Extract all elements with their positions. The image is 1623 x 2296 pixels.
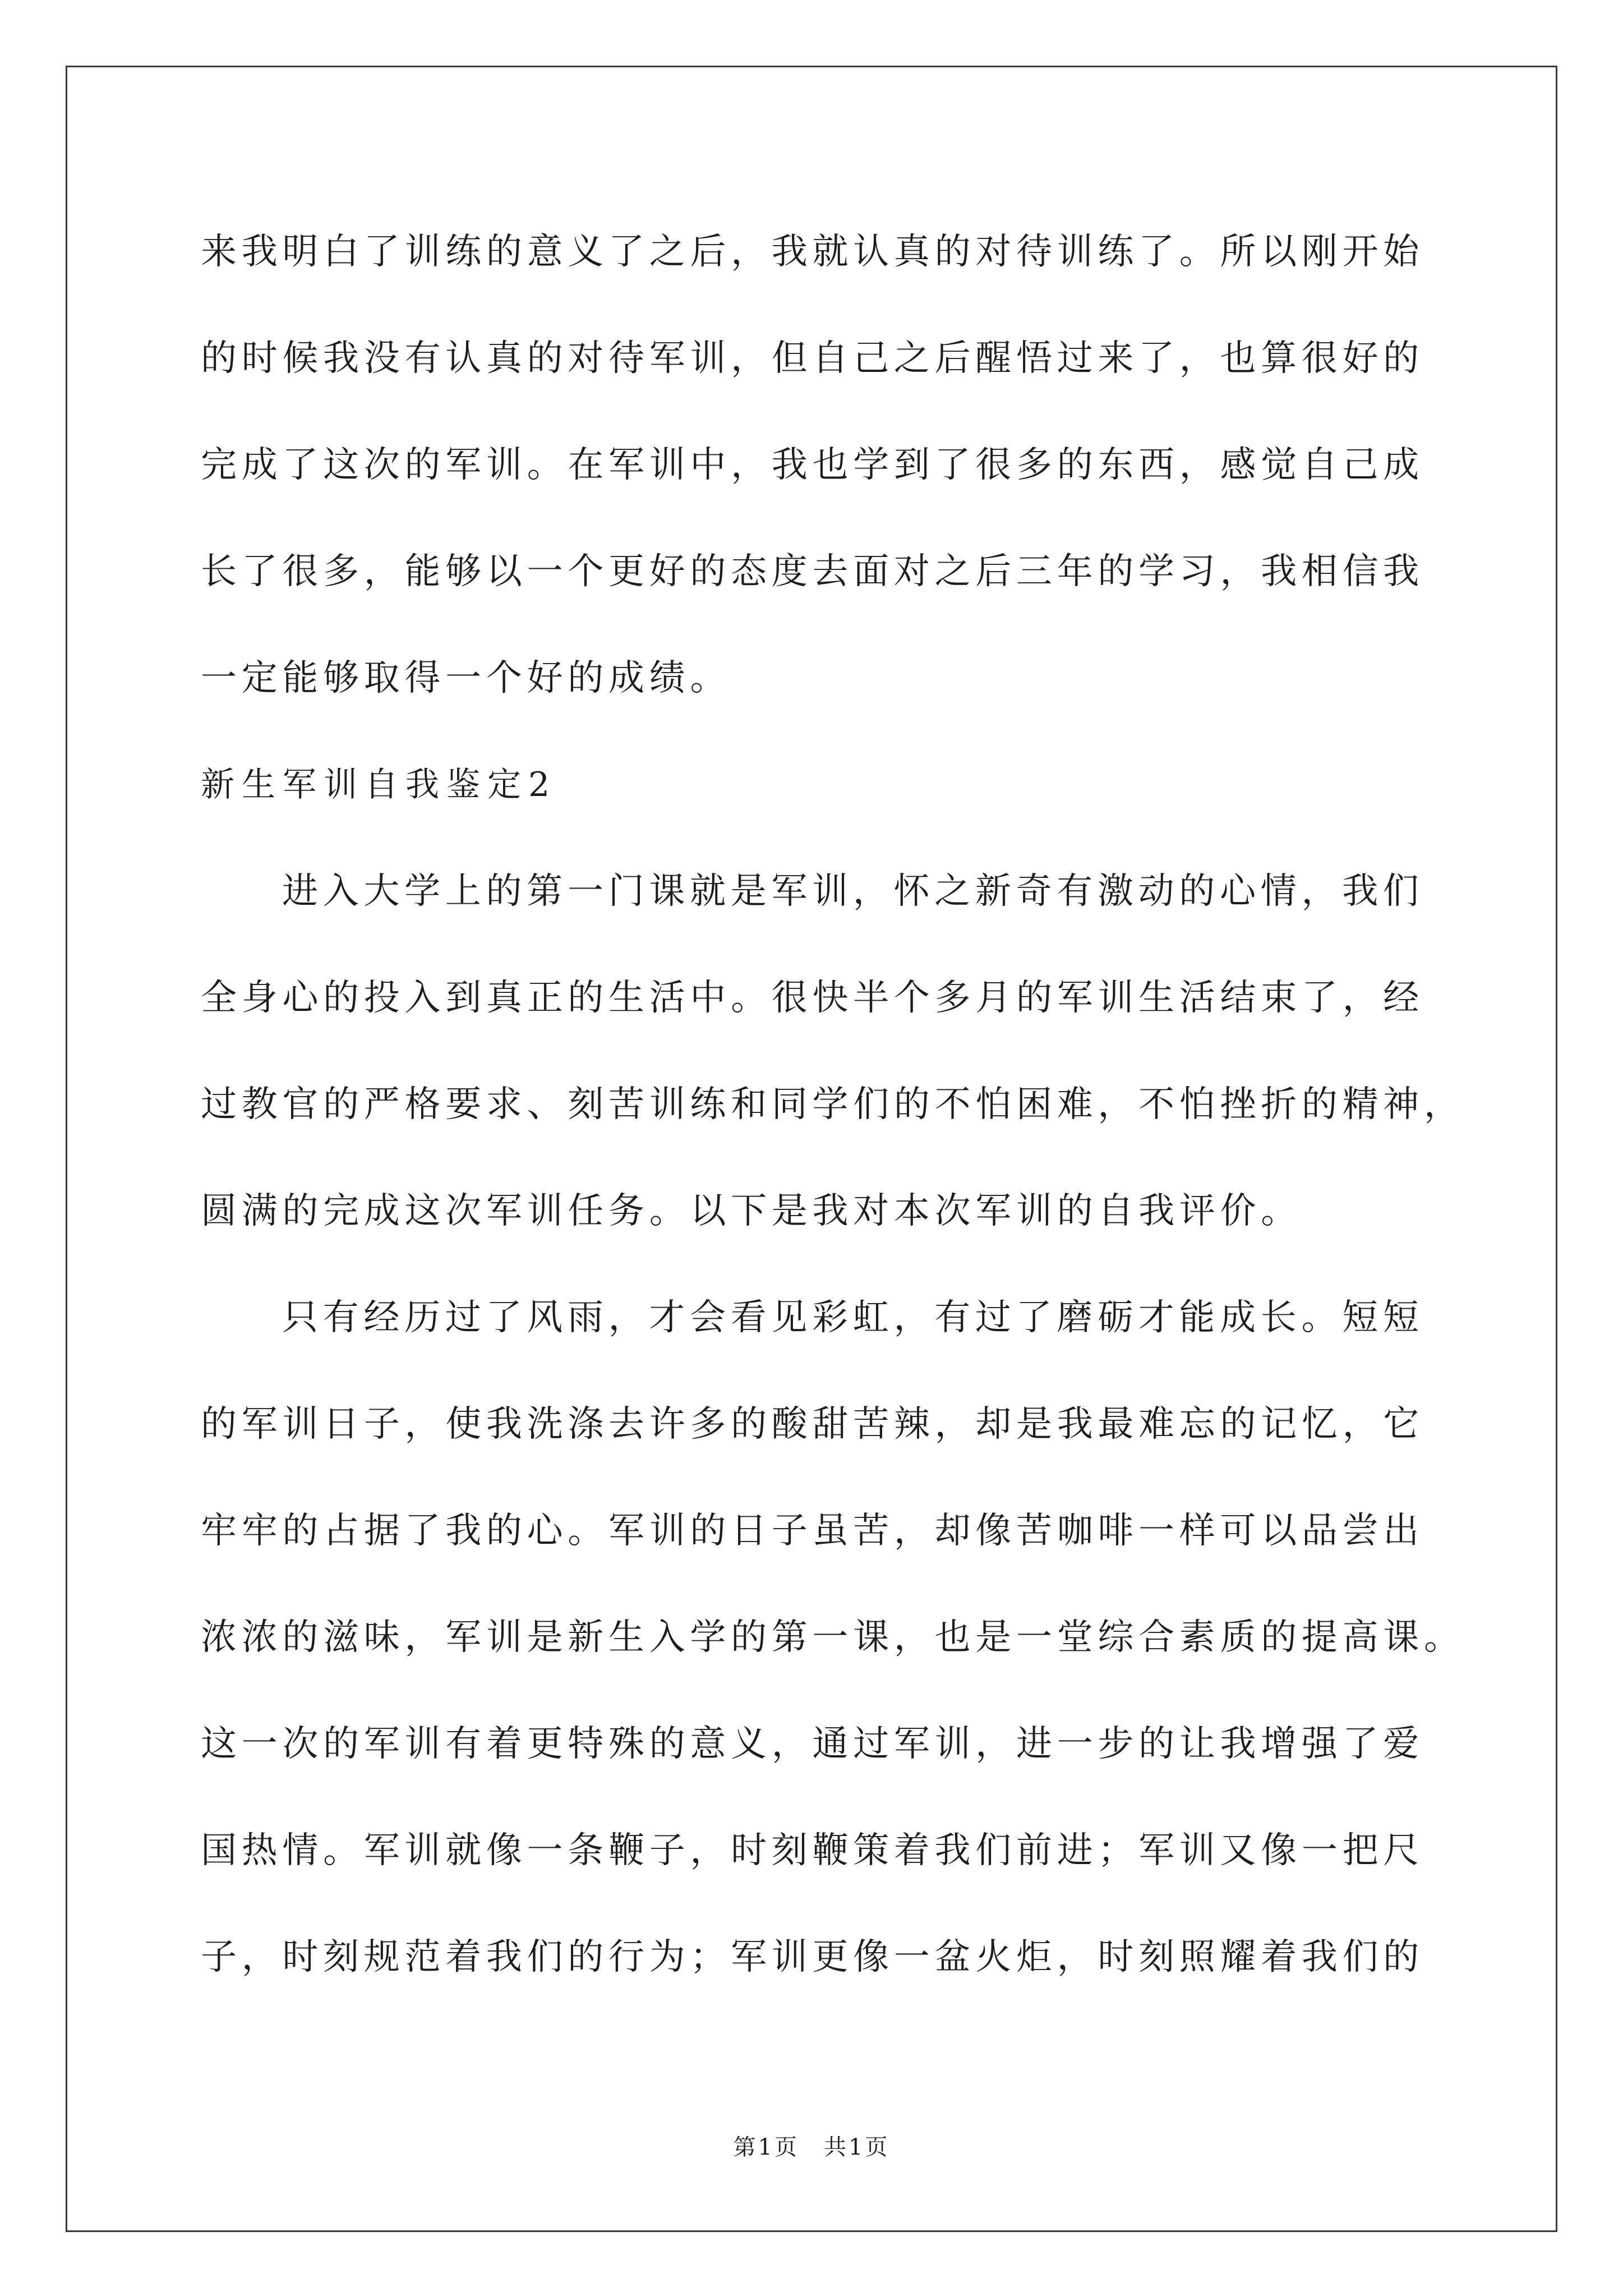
text-line: 全身心的投入到真正的生活中。很快半个多月的军训生活结束了，经 <box>201 977 1424 1019</box>
continuation-paragraph <box>201 199 1536 731</box>
text-line: 浓浓的滋味，军训是新生入学的第一课，也是一堂综合素质的提高课。 <box>201 1617 1465 1658</box>
text-line: 的军训日子，使我洗涤去许多的酸甜苦辣，却是我最难忘的记忆，它 <box>201 1404 1424 1445</box>
text-line: 一定能够取得一个好的成绩。 <box>201 657 731 699</box>
text-line: 圆满的完成这次军训任务。以下是我对本次军训的自我评价。 <box>201 1190 1302 1232</box>
text-line: 长了很多，能够以一个更好的态度去面对之后三年的学习，我相信我 <box>201 551 1424 592</box>
paragraph-2 <box>201 1264 1536 2010</box>
section-heading: 新生军训自我鉴定2 <box>201 765 557 804</box>
paragraph-1 <box>201 838 1536 1264</box>
text-line: 子，时刻规范着我们的行为；军训更像一盆火炬，时刻照耀着我们的 <box>201 1936 1424 1978</box>
text-line: 来我明白了训练的意义了之后，我就认真的对待训练了。所以刚开始 <box>201 231 1424 273</box>
text-line: 牢牢的占据了我的心。军训的日子虽苦，却像苦咖啡一样可以品尝出 <box>201 1510 1424 1552</box>
text-line: 只有经历过了风雨，才会看见彩虹，有过了磨砺才能成长。短短 <box>282 1297 1424 1338</box>
document-body <box>201 199 1536 2010</box>
text-line: 的时候我没有认真的对待军训，但自己之后醒悟过来了，也算很好的 <box>201 338 1424 379</box>
text-line: 这一次的军训有着更特殊的意义，通过军训，进一步的让我增强了爱 <box>201 1723 1424 1765</box>
text-line: 完成了这次的军训。在军训中，我也学到了很多的东西，感觉自己成 <box>201 444 1424 486</box>
page-number-footer: 第1页 共1页 <box>733 2134 890 2160</box>
text-line: 过教官的严格要求、刻苦训练和同学们的不怕困难，不怕挫折的精神， <box>201 1084 1465 1125</box>
text-line: 进入大学上的第一门课就是军训，怀之新奇有激动的心情，我们 <box>282 871 1424 912</box>
text-line: 国热情。军训就像一条鞭子，时刻鞭策着我们前进；军训又像一把尺 <box>201 1830 1424 1871</box>
